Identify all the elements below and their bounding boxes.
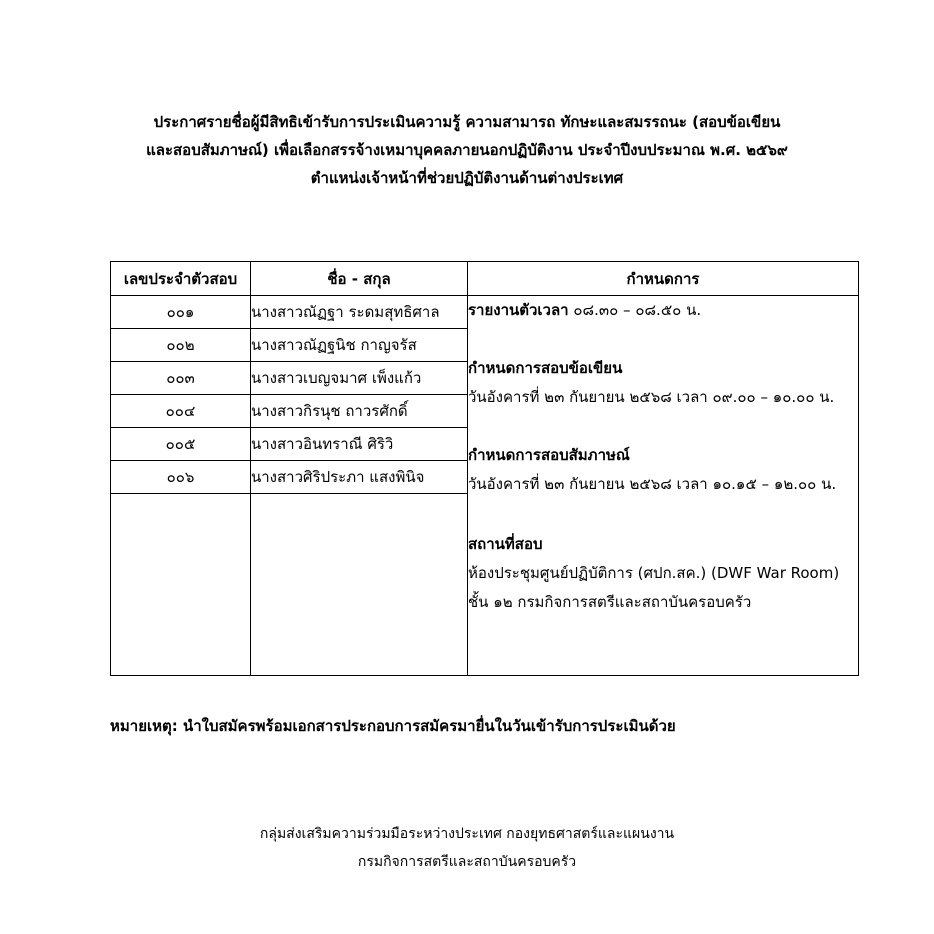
report-time-label: รายงานตัวเวลา — [468, 301, 569, 319]
empty-cell — [251, 494, 468, 676]
exam-number-cell: ๐๐๖ — [111, 461, 251, 494]
table-row — [111, 296, 859, 329]
venue-title: สถานที่สอบ — [468, 535, 543, 553]
written-exam-detail: วันอังคารที่ ๒๓ กันยายน ๒๕๖๘ เวลา ๐๙.๐๐ – ๑๐.๐๐ น. — [468, 388, 835, 406]
report-time-value: ๐๘.๓๐ – ๐๘.๕๐ น. — [568, 301, 702, 319]
exam-number-cell: ๐๐๒ — [111, 329, 251, 362]
footer — [60, 820, 874, 876]
full-name-cell: นางสาวศิริประภา แสงพินิจ — [251, 461, 468, 494]
title-line-1: ประกาศรายชื่อผู้มีสิทธิเข้ารับการประเมินความรู้ ความสามารถ ทักษะและสมรรถนะ (สอบข้อเขียน — [153, 113, 781, 131]
schedule-cell — [468, 296, 859, 676]
full-name-cell: นางสาวกิรนุช ถาวรศักดิ์ — [251, 395, 468, 428]
title-line-2: และสอบสัมภาษณ์) เพื่อเลือกสรรจ้างเหมาบุคคลภายนอกปฏิบัติงาน ประจำปีงบประมาณ พ.ศ. ๒๕๖๙ — [146, 141, 788, 159]
footer-line-2: กรมกิจการสตรีและสถาบันครอบครัว — [357, 854, 577, 870]
report-time-line — [468, 296, 858, 325]
header-full-name: ชื่อ - สกุล — [251, 262, 468, 296]
venue-line-2: ชั้น ๑๒ กรมกิจการสตรีและสถาบันครอบครัว — [468, 593, 752, 611]
interview-detail: วันอังคารที่ ๒๓ กันยายน ๒๕๖๘ เวลา ๑๐.๑๕ – ๑๒.๐๐ น. — [468, 475, 837, 493]
header-exam-number: เลขประจำตัวสอบ — [111, 262, 251, 296]
full-name-cell: นางสาวเบญจมาศ เพ็งแก้ว — [251, 362, 468, 395]
exam-number-cell: ๐๐๕ — [111, 428, 251, 461]
header-schedule: กำหนดการ — [468, 262, 859, 296]
footer-line-1: กลุ่มส่งเสริมความร่วมมือระหว่างประเทศ กองยุทธศาสตร์และแผนงาน — [259, 826, 675, 842]
exam-number-cell: ๐๐๓ — [111, 362, 251, 395]
full-name-cell: นางสาวอินทราณี ศิริวิ — [251, 428, 468, 461]
exam-number-cell: ๐๐๑ — [111, 296, 251, 329]
full-name-cell: นางสาวณัฏฐา ระดมสุทธิศาล — [251, 296, 468, 329]
full-name-cell: นางสาวณัฏฐนิช กาญจรัส — [251, 329, 468, 362]
empty-cell — [111, 494, 251, 676]
venue-line-1: ห้องประชุมศูนย์ปฏิบัติการ (ศปก.สค.) (DWF War Room) — [468, 564, 840, 582]
title-line-3: ตำแหน่งเจ้าหน้าที่ช่วยปฏิบัติงานด้านต่างประเทศ — [310, 169, 624, 187]
interview-title: กำหนดการสอบสัมภาษณ์ — [468, 446, 630, 464]
candidate-table — [110, 261, 859, 676]
written-exam-title: กำหนดการสอบข้อเขียน — [468, 359, 623, 377]
table-header-row — [111, 262, 859, 296]
document-title — [60, 108, 874, 192]
exam-number-cell: ๐๐๔ — [111, 395, 251, 428]
note-text: หมายเหตุ: นำใบสมัครพร้อมเอกสารประกอบการสมัครมายื่นในวันเข้ารับการประเมินด้วย — [110, 717, 676, 735]
